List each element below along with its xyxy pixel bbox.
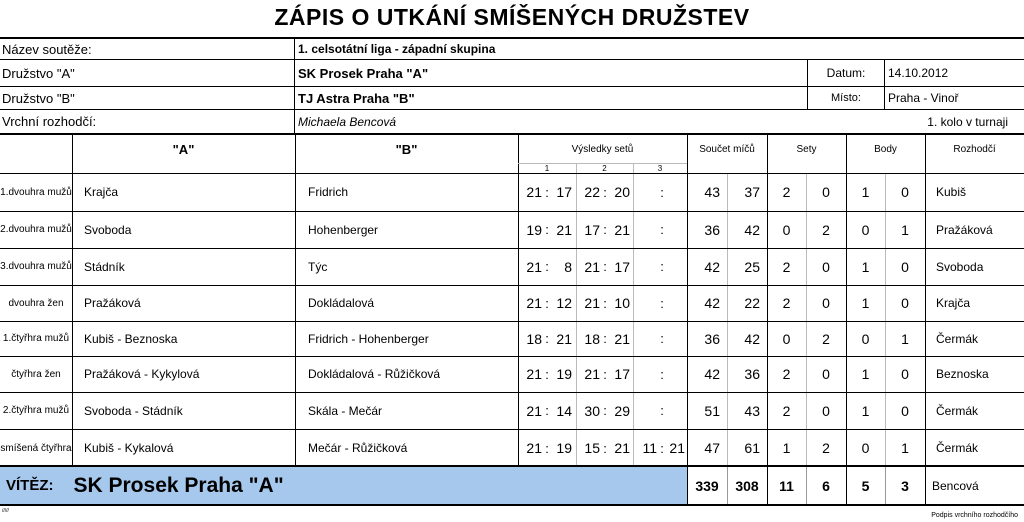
points-a: 42: [704, 258, 720, 275]
umpire: Čermák: [936, 403, 979, 418]
set3-colon: :: [660, 259, 664, 274]
set3-a: [633, 248, 657, 285]
points-b: 36: [744, 366, 760, 382]
set1-colon: :: [545, 366, 549, 382]
player-a: Svoboda - Stádník: [84, 403, 183, 418]
points-b: 42: [744, 330, 760, 347]
points-a: 43: [704, 184, 720, 200]
set2-a: 21: [584, 295, 600, 311]
winner-box: [0, 467, 687, 504]
set2-a: 21: [584, 258, 600, 275]
team-a-value: SK Prosek Praha "A": [298, 65, 429, 81]
column-header-sets-results: Výsledky setů: [571, 143, 634, 155]
set3-b: [667, 248, 685, 285]
body-a: 1: [861, 295, 870, 311]
set1-colon: :: [545, 184, 549, 200]
points-a: 36: [704, 221, 720, 238]
competition-label: Název soutěže:: [2, 41, 92, 57]
body-b: 0: [901, 184, 909, 200]
player-b: Mečár - Růžičková: [308, 441, 408, 455]
set2-b: 17: [614, 366, 630, 382]
team-b-label: Družstvo "B": [2, 90, 75, 106]
set2-colon: :: [603, 184, 607, 200]
sets-a: 2: [782, 258, 791, 275]
set3-colon: :: [660, 184, 664, 200]
umpire: Čermák: [936, 331, 979, 346]
set3-a: [633, 356, 657, 392]
points-b: 25: [744, 258, 760, 275]
total-sets-a: 11: [779, 477, 794, 494]
referee-label: Vrchní rozhodčí:: [2, 114, 97, 129]
set1-colon: :: [545, 259, 549, 274]
set3-a: [633, 285, 657, 321]
referee-value: Michaela Bencová: [298, 114, 397, 129]
body-b: 0: [901, 366, 909, 382]
results-table: [0, 133, 1024, 465]
header-row-team-b: [0, 86, 1024, 109]
column-header-set1: 1: [544, 163, 550, 173]
set3-colon: :: [660, 366, 664, 382]
body-b: 1: [901, 330, 909, 347]
sets-b: 2: [822, 330, 830, 347]
umpire: Svoboda: [936, 259, 984, 274]
column-header-a: "A": [172, 141, 195, 157]
tiny-mark: /////: [2, 508, 9, 514]
total-body-b: 3: [901, 477, 909, 494]
player-b: Skála - Mečár: [308, 403, 383, 418]
sets-b: 2: [822, 221, 830, 238]
column-header-points-sum: Součet míčů: [699, 143, 755, 155]
set3-a: [633, 321, 657, 356]
set1-a: 21: [526, 258, 542, 275]
umpire: Beznoska: [936, 367, 989, 381]
set3-colon: :: [660, 295, 664, 311]
set2-a: 18: [584, 330, 600, 347]
row-label: dvouhra žen: [8, 297, 64, 309]
set1-a: 21: [526, 402, 542, 419]
total-points-b: 308: [735, 477, 759, 494]
set1-a: 18: [526, 330, 542, 347]
header-row-competition: [0, 37, 1024, 59]
column-header-set3: 3: [657, 163, 663, 173]
points-b: 37: [744, 184, 760, 200]
column-header-sets: Sety: [796, 143, 817, 155]
umpire: Kubiš: [936, 185, 967, 199]
set2-colon: :: [603, 295, 607, 311]
set3-b: [667, 285, 685, 321]
points-a: 36: [704, 330, 720, 347]
date-value: 14.10.2012: [888, 66, 949, 80]
player-a: Kubiš - Beznoska: [84, 331, 178, 346]
player-a: Kubiš - Kykalová: [84, 441, 174, 455]
body-a: 1: [861, 258, 870, 275]
sets-b: 0: [822, 402, 830, 419]
points-a: 42: [704, 366, 720, 382]
set3-b: [667, 321, 685, 356]
set3-b: [667, 173, 685, 211]
sets-a: 0: [782, 221, 791, 238]
set2-a: 17: [584, 221, 600, 238]
row-label: čtyřhra žen: [11, 368, 61, 380]
player-b: Fridrich: [308, 185, 349, 199]
player-b: Dokládalová: [308, 296, 375, 310]
body-b: 0: [901, 402, 909, 419]
total-sets-b: 6: [822, 477, 830, 494]
sets-b: 0: [822, 184, 830, 200]
column-header-body: Body: [874, 143, 897, 155]
set3-b: 21: [669, 440, 685, 456]
set1-b: 19: [556, 440, 572, 456]
player-a: Svoboda: [84, 222, 132, 237]
player-a: Krajča: [84, 185, 119, 199]
set3-colon: :: [660, 440, 664, 456]
set2-colon: :: [603, 366, 607, 382]
set3-colon: :: [660, 222, 664, 237]
body-b: 1: [901, 221, 909, 238]
points-b: 22: [744, 295, 760, 311]
sets-a: 2: [782, 366, 791, 382]
set2-a: 15: [584, 440, 600, 456]
set1-b: 21: [556, 330, 572, 347]
set3-a: [633, 392, 657, 429]
body-a: 1: [861, 366, 870, 382]
set2-b: 21: [614, 221, 630, 238]
competition-value: 1. celsotátní liga - západní skupina: [298, 42, 496, 56]
row-label: 1.čtyřhra mužů: [2, 333, 70, 344]
set2-b: 17: [614, 258, 630, 275]
body-a: 1: [861, 184, 870, 200]
player-a: Pražáková: [84, 296, 141, 310]
points-b: 42: [744, 221, 760, 238]
row-label: 2.dvouhra mužů: [0, 224, 72, 235]
row-label: smíšená čtyřhra: [0, 442, 72, 454]
sets-a: 0: [782, 330, 791, 347]
set2-a: 30: [584, 402, 600, 419]
body-a: 0: [861, 440, 870, 456]
set2-colon: :: [603, 440, 607, 456]
column-header-b: "B": [395, 141, 418, 157]
set1-colon: :: [545, 222, 549, 237]
set1-colon: :: [545, 295, 549, 311]
body-b: 0: [901, 295, 909, 311]
sets-b: 0: [822, 366, 830, 382]
umpire: Pražáková: [936, 222, 993, 237]
player-b: Fridrich - Hohenberger: [308, 331, 429, 346]
set3-b: [667, 356, 685, 392]
points-a: 47: [704, 440, 720, 456]
points-b: 61: [744, 440, 760, 456]
set1-colon: :: [545, 403, 549, 418]
set1-a: 19: [526, 221, 542, 238]
sets-a: 2: [782, 402, 791, 419]
set3-a: [633, 173, 657, 211]
player-a: Pražáková - Kykylová: [84, 367, 200, 381]
column-header-umpire: Rozhodčí: [953, 143, 996, 155]
set3-a: [633, 211, 657, 248]
set1-b: 14: [556, 402, 572, 419]
place-value: Praha - Vinoř: [888, 91, 959, 105]
body-b: 0: [901, 258, 909, 275]
team-a-label: Družstvo "A": [2, 65, 75, 81]
set1-b: 21: [556, 221, 572, 238]
body-a: 0: [861, 221, 870, 238]
set3-colon: :: [660, 331, 664, 346]
player-b: Dokládalová - Růžičková: [308, 367, 441, 381]
set2-colon: :: [603, 403, 607, 418]
set1-a: 21: [526, 440, 542, 456]
set1-b: 19: [556, 366, 572, 382]
page-title: ZÁPIS O UTKÁNÍ SMÍŠENÝCH DRUŽSTEV: [274, 4, 750, 30]
place-label: Místo:: [831, 92, 861, 104]
set2-colon: :: [603, 222, 607, 237]
set3-b: [667, 211, 685, 248]
umpire: Krajča: [936, 296, 971, 310]
body-a: 0: [861, 330, 870, 347]
set3-colon: :: [660, 403, 664, 418]
sets-a: 1: [782, 440, 791, 456]
round-value: 1. kolo v turnaji: [927, 114, 1008, 129]
set2-b: 10: [614, 295, 630, 311]
winner-name: SK Prosek Praha "A": [73, 473, 284, 497]
set3-b: [667, 392, 685, 429]
date-label: Datum:: [826, 66, 866, 80]
sets-b: 0: [822, 258, 830, 275]
set1-b: 12: [556, 295, 572, 311]
header-row-team-a: [0, 59, 1024, 86]
set3-a: 11: [642, 440, 657, 456]
set2-colon: :: [603, 259, 607, 274]
winner-label: VÍTĚZ:: [6, 477, 54, 494]
sets-b: 2: [822, 440, 830, 456]
column-header-set2: 2: [602, 163, 607, 173]
set2-b: 21: [614, 330, 630, 347]
winner-row: [0, 465, 1024, 506]
header-row-referee: [0, 109, 1024, 133]
body-a: 1: [861, 402, 870, 419]
body-b: 1: [901, 440, 909, 456]
set1-colon: :: [545, 331, 549, 346]
set2-a: 22: [584, 184, 600, 200]
sets-a: 2: [782, 184, 791, 200]
row-label: 1.dvouhra mužů: [0, 186, 72, 198]
set1-a: 21: [526, 366, 542, 382]
signature-caption: Podpis vrchního rozhodčího: [931, 512, 1018, 519]
set1-colon: :: [545, 440, 549, 456]
set2-b: 21: [614, 440, 630, 456]
set2-a: 21: [584, 366, 600, 382]
set2-colon: :: [603, 331, 607, 346]
team-b-value: TJ Astra Praha "B": [298, 90, 415, 106]
set2-b: 29: [614, 402, 630, 419]
total-body-a: 5: [861, 477, 870, 494]
player-b: Hohenberger: [308, 222, 379, 237]
referee-signature-name: Bencová: [932, 478, 979, 493]
sets-b: 0: [822, 295, 830, 311]
points-a: 51: [704, 402, 720, 419]
umpire: Čermák: [936, 441, 979, 455]
set1-a: 21: [526, 295, 542, 311]
total-points-a: 339: [695, 477, 719, 494]
sets-a: 2: [782, 295, 791, 311]
row-label: 3.dvouhra mužů: [0, 261, 72, 272]
row-label: 2.čtyřhra mužů: [2, 405, 70, 416]
player-a: Stádník: [84, 259, 125, 274]
set2-b: 20: [614, 184, 630, 200]
points-a: 42: [704, 295, 720, 311]
set1-b: 17: [556, 184, 572, 200]
set1-a: 21: [526, 184, 542, 200]
set1-b: 8: [564, 258, 572, 275]
points-b: 43: [744, 402, 760, 419]
player-b: Týc: [308, 259, 328, 274]
